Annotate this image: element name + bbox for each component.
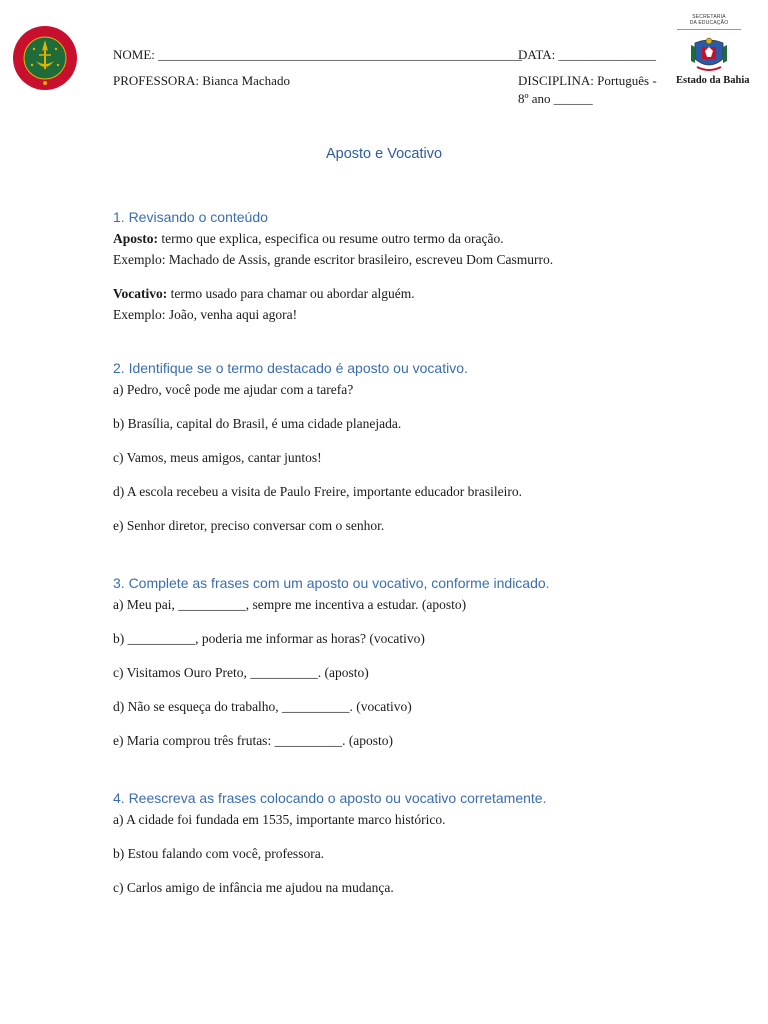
secretaria-line2: DA EDUCAÇÃO [689,20,729,26]
section2-item-b: b) Brasília, capital do Brasil, é uma cidade planejada. [113,416,402,431]
estado-da-bahia-label: Estado da Bahia [676,75,750,86]
coat-of-arms-icon [687,33,731,75]
section3-item-d: d) Não se esqueça do trabalho, __________. (vocativo) [113,699,412,714]
section2-heading: 2. Identifique se o termo destacado é aposto ou vocativo. [113,360,468,376]
subject-label: DISCIPLINA: Português - 8º ano ______ [518,73,657,106]
vocativo-definition [113,283,673,304]
date-field[interactable]: DATA: _______________ [518,47,656,62]
name-field[interactable]: NOME: ________________________________________________________ [113,47,523,62]
section2-item-e: e) Senhor diretor, preciso conversar com o senhor. [113,518,385,533]
section2-item-c: c) Vamos, meus amigos, cantar juntos! [113,450,322,465]
secretaria-line1: SECRETARIA [692,14,726,20]
section3-item-a: a) Meu pai, __________, sempre me incentiva a estudar. (aposto) [113,597,467,612]
teacher-label: PROFESSORA: Bianca Machado [113,73,290,88]
section2-item-a: a) Pedro, você pode me ajudar com a tarefa? [113,382,354,397]
section4-item-c: c) Carlos amigo de infância me ajudou na mudança. [113,880,394,895]
vocativo-example: Exemplo: João, venha aqui agora! [113,307,298,322]
school-seal-icon [12,25,78,91]
aposto-def-text: termo que explica, especifica ou resume outro termo da oração. [158,231,504,246]
header-info [113,46,658,106]
section4-item-a: a) A cidade foi fundada em 1535, importante marco histórico. [113,812,446,827]
aposto-definition [113,228,673,249]
bahia-logo [676,14,750,100]
section4-item-b: b) Estou falando com você, professora. [113,846,325,861]
section3-item-b: b) __________, poderia me informar as horas? (vocativo) [113,631,425,646]
vocativo-def-text: termo usado para chamar ou abordar alguém. [167,286,415,301]
worksheet-content [113,206,673,898]
logo-divider [677,29,741,30]
worksheet-title: Aposto e Vocativo [325,146,443,162]
section1-heading: 1. Revisando o conteúdo [113,209,268,225]
aposto-term: Aposto: [113,231,159,246]
section4-heading: 4. Reescreva as frases colocando o aposto ou vocativo corretamente. [113,790,547,806]
section3-item-c: c) Visitamos Ouro Preto, __________. (aposto) [113,665,369,680]
vocativo-term: Vocativo: [113,286,168,301]
aposto-example: Exemplo: Machado de Assis, grande escritor brasileiro, escreveu Dom Casmurro. [113,252,554,267]
section3-heading: 3. Complete as frases com um aposto ou vocativo, conforme indicado. [113,575,550,591]
section2-item-d: d) A escola recebeu a visita de Paulo Freire, importante educador brasileiro. [113,484,522,499]
section3-item-e: e) Maria comprou três frutas: __________. (aposto) [113,733,394,748]
